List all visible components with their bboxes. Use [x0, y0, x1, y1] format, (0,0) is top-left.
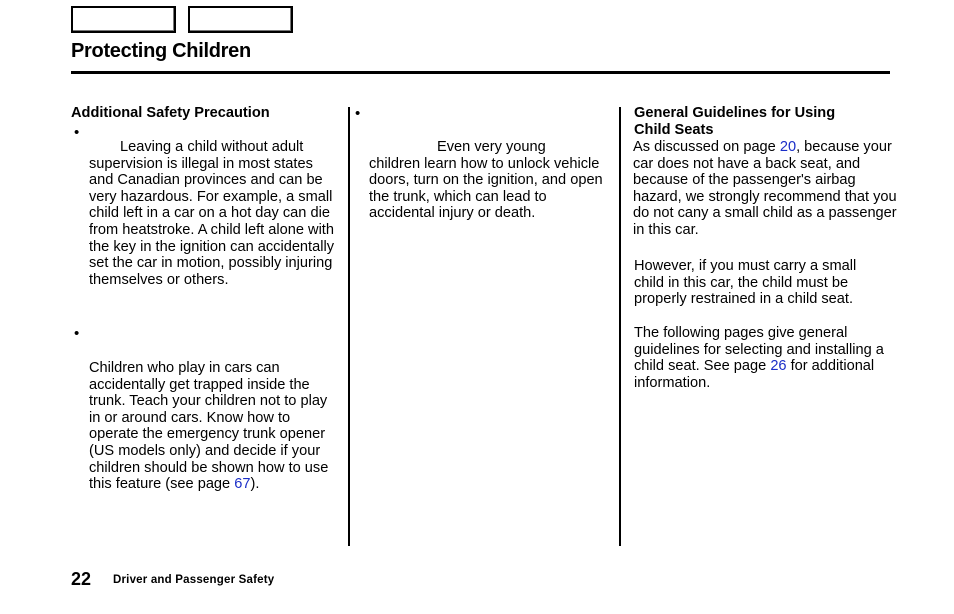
bullet-icon: •	[74, 325, 80, 342]
guideline-paragraph-2: However, if you must carry a small child in this car, the child must be properly restrained in a child seat.	[634, 258, 857, 308]
page-link-20[interactable]: 20	[779, 139, 797, 155]
precaution-young-children	[369, 139, 614, 222]
page-title: Protecting Children	[71, 40, 251, 62]
page-link-67[interactable]: 67	[234, 476, 251, 493]
section-name: Driver and Passenger Safety	[113, 574, 275, 586]
nav-button-previous[interactable]	[71, 6, 176, 33]
guideline-paragraph-1: As discussed on page 20, because your car does not have a back seat, and because of the passenger's airbag hazard, we strongly recommend that you do not cany a small child as a passenger in this car.	[633, 139, 897, 238]
page-link-26[interactable]: 26	[770, 358, 787, 375]
paragraph-lead: Even very young	[437, 139, 546, 155]
page-number: 22	[71, 569, 92, 589]
precaution-trunk: Children who play in cars can accidentally get trapped inside the trunk. Teach your children not to play in or around cars. Know how to operate the emergency trunk opener (US models only) and decide if your children should be shown how to use this feature (see page 67).	[89, 360, 329, 493]
bullet-icon: •	[355, 105, 361, 122]
section-heading-safety-precaution: Additional Safety Precaution	[71, 105, 270, 121]
column-divider-2	[619, 107, 621, 546]
precaution-unattended-child	[89, 139, 339, 288]
guideline-paragraph-3: The following pages give general guidelines for selecting and installing a child seat. See page 26 for additional information.	[634, 325, 884, 391]
paragraph-body: children learn how to unlock vehicle doors, turn on the ignition, and open the trunk, which can lead to accidental injury or death.	[369, 155, 603, 222]
paragraph-body: supervision is illegal in most states and Canadian provinces and can be very hazardous. For example, a small child left in a car on a hot day can die from heatstroke. A child left alone with the key in the ignition can accidentally set the car in motion, possibly injuring themselves or others.	[89, 155, 335, 288]
section-heading-child-seats: General Guidelines for Using Child Seats	[634, 105, 836, 138]
paragraph-lead: Leaving a child without adult	[120, 139, 304, 155]
column-divider-1	[348, 107, 350, 546]
bullet-icon: •	[74, 124, 80, 141]
nav-button-next[interactable]	[188, 6, 293, 33]
title-divider	[71, 71, 890, 74]
